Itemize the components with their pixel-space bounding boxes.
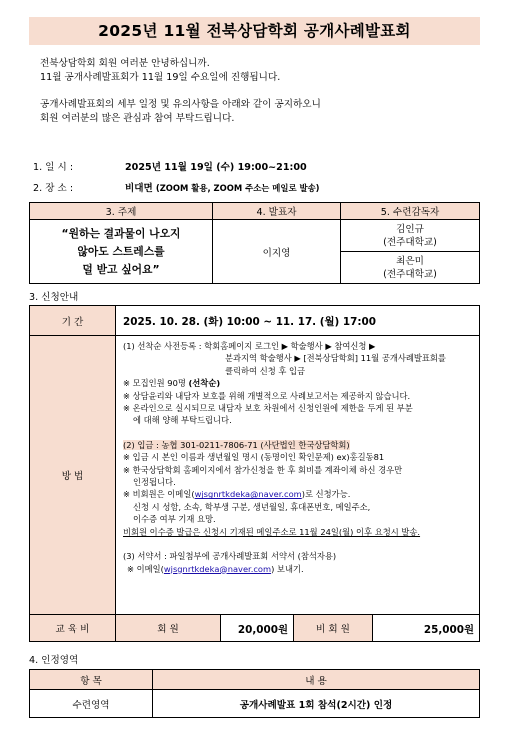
method-line: ※ 온라인으로 실시되므로 내담자 보호 차원에서 신청인원에 제한을 두게 된 부분 [123, 403, 413, 414]
capacity-note: (선착순) [188, 378, 221, 389]
page-title: 2025년 11월 전북상담학회 공개사례발표회 [29, 17, 480, 45]
method-label: 방 법 [30, 336, 116, 615]
method-line [123, 377, 475, 389]
method-line: 에 대해 양해 부탁드립니다. [133, 415, 232, 426]
apply-table [29, 305, 480, 642]
deposit-account: (2) 입금 : 농협 301-0211-7806-71 (사단법인 한국상담학회) [123, 439, 350, 450]
header-supervisor: 5. 수련감독자 [341, 203, 480, 220]
email-suffix-2: ) 보내기. [271, 563, 304, 574]
method-line: 인정됩니다. [133, 477, 176, 488]
email-link[interactable]: wjsgnrtkdeka@naver.com [194, 489, 302, 500]
member-fee: 20,000원 [221, 615, 294, 642]
header-presenter: 4. 발표자 [213, 203, 341, 220]
period-value: 2025. 10. 28. (화) 10:00 ~ 11. 17. (월) 17:00 [116, 306, 480, 336]
supervisor-2-affil: (전주대학교) [383, 268, 437, 280]
method-line [123, 488, 475, 500]
apply-section-title: 3. 신청안내 [29, 292, 79, 303]
method-line: ※ 입금 시 본인 이름과 생년월일 명시 (동명이인 확인문제) ex)홍길동81 [123, 452, 385, 463]
email-prefix-2: ※ 이메일( [127, 563, 164, 574]
member-label: 회 원 [116, 615, 221, 642]
header-topic: 3. 주제 [30, 203, 213, 220]
method-line: 비회원 이수증 발급은 신청시 기재된 메일주소로 11월 24일(월) 이후 요청시 발송. [123, 526, 421, 537]
email-prefix: ※ 비회원은 이메일( [123, 489, 195, 500]
email-suffix: )로 신청가능. [301, 489, 351, 500]
method-line: 신청 시 성함, 소속, 학부생 구분, 생년월일, 휴대폰번호, 메일주소, [133, 501, 371, 512]
place-value: 비대면 [125, 183, 153, 194]
supervisor-1-affil: (전주대학교) [383, 236, 437, 248]
method-line: (3) 서약서 : 파일첨부에 공개사례발표회 서약서 (참석자용) [123, 551, 337, 562]
email-link-2[interactable]: wjsgnrtkdeka@naver.com [163, 563, 272, 574]
topic-line-1: “원하는 결과물이 나오지 [61, 226, 181, 240]
intro-line-1: 전북상담학회 회원 여러분 안녕하십니까. [40, 58, 210, 69]
method-line: ※ 상담윤리와 내담자 보호를 위해 개별적으로 사례보고서는 제공하지 않습니다. [123, 390, 411, 401]
supervisor-1 [341, 220, 480, 252]
cert-item: 수련영역 [30, 690, 153, 718]
date-label: 1. 일 시 : [33, 162, 74, 173]
presenter-name: 이지영 [213, 220, 341, 284]
method-cell [116, 336, 480, 615]
nonmember-fee: 25,000원 [373, 615, 480, 642]
supervisor-2-name: 최은미 [396, 255, 424, 267]
session-table [29, 202, 480, 284]
topic-line-3: 덜 받고 싶어요” [82, 262, 160, 276]
method-line: 클릭하여 신청 후 입금 [225, 365, 306, 376]
date-row [33, 159, 307, 173]
period-label: 기 간 [30, 306, 116, 336]
method-line: (1) 선착순 사전등록 : 학회홈페이지 로그인 ▶ 학술행사 ▶ 참여신청 ▶ [123, 341, 376, 351]
cert-section-title: 4. 인정영역 [29, 655, 79, 666]
intro-line-3: 공개사례발표회의 세부 일정 및 유의사항을 아래와 같이 공지하오니 [40, 99, 321, 110]
supervisor-2 [341, 252, 480, 284]
supervisor-1-name: 김인규 [396, 223, 424, 235]
method-line [123, 439, 475, 451]
topic-line-2: 않아도 스트레스를 [77, 244, 165, 258]
fee-label: 교 육 비 [30, 615, 116, 642]
place-row [33, 180, 319, 194]
intro-line-4: 회원 여러분의 많은 관심과 참여 부탁드립니다. [40, 113, 235, 124]
place-label: 2. 장 소 : [33, 183, 74, 194]
nonmember-label: 비 회 원 [294, 615, 373, 642]
cert-header-item: 항 목 [30, 670, 153, 690]
method-line: ※ 한국상담학회 홈페이지에서 참가신청을 한 후 회비를 계좌이체 하신 경우만 [123, 464, 403, 475]
topic-cell [30, 220, 213, 284]
cert-table [29, 669, 480, 718]
cert-content: 공개사례발표 1회 참석(2시간) 인정 [153, 690, 480, 718]
place-note: (ZOOM 활용, ZOOM 주소는 메일로 발송) [155, 183, 320, 193]
cert-header-content: 내 용 [153, 670, 480, 690]
method-line: 이수증 여부 기재 요망. [133, 514, 216, 525]
date-value: 2025년 11월 19일 (수) 19:00~21:00 [125, 162, 307, 173]
intro-line-2: 11월 공개사례발표회가 11월 19일 수요일에 진행됩니다. [40, 72, 281, 83]
capacity-text: ※ 모집인원 90명 [123, 378, 189, 389]
method-line [123, 563, 475, 575]
method-line: 분과지역 학술행사 ▶ [전북상담학회] 11월 공개사례발표회를 [225, 353, 446, 364]
